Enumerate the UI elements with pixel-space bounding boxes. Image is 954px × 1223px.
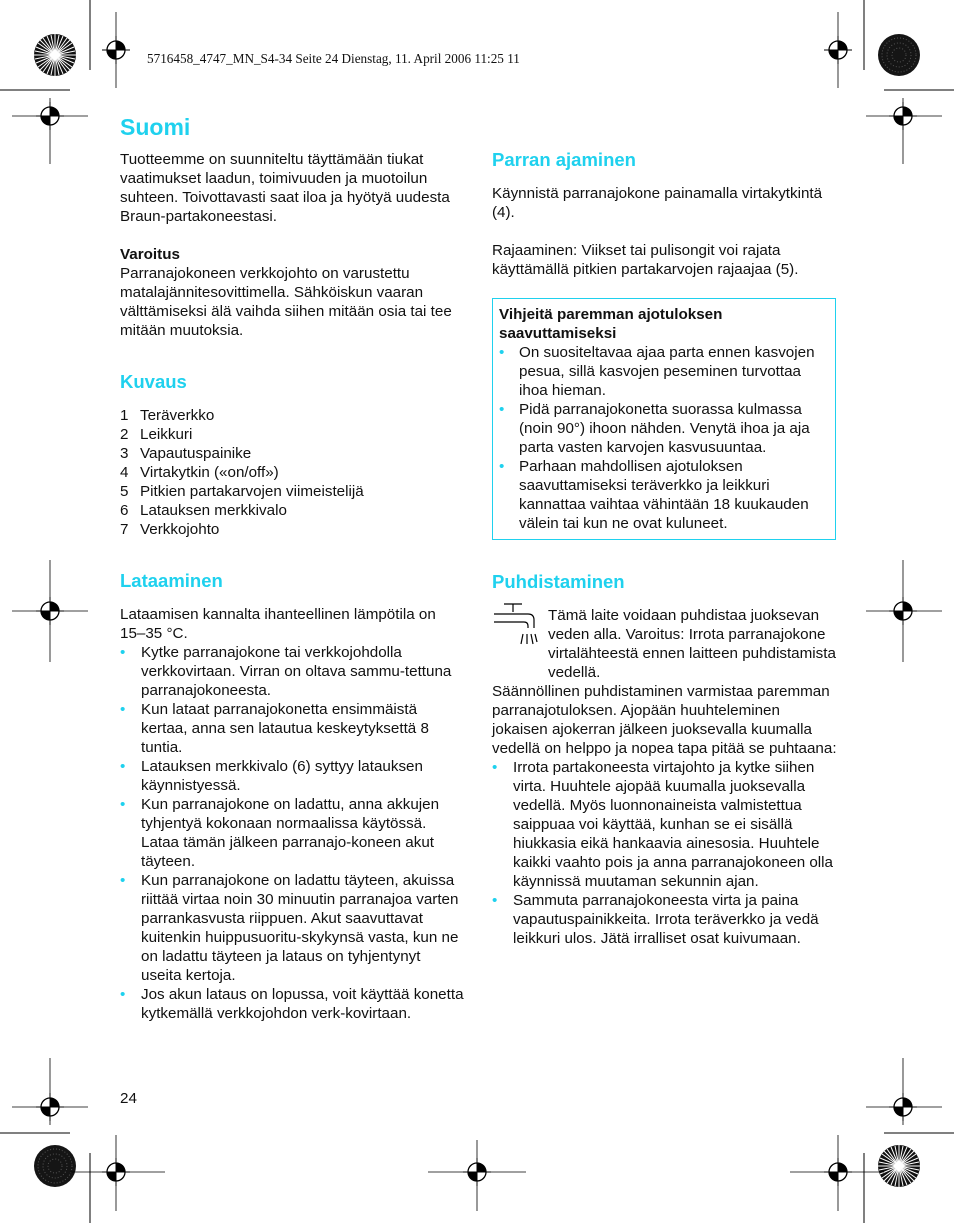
shaving-text: Käynnistä parranajokone painamalla virtakytkintä (4). — [492, 185, 823, 221]
charging-heading: Lataaminen — [120, 570, 223, 591]
list-item: 1 Teräverkko — [120, 407, 215, 424]
charging-text: Lataamisen kannalta ihanteellinen lämpötila on 15–35 °C. — [120, 606, 436, 642]
list-item: 3 Vapautuspainike — [120, 445, 252, 462]
charging-list — [120, 643, 465, 1023]
bullet-icon: • — [120, 872, 126, 889]
list-item: • Sammuta parranajokoneesta virta ja paina vapautuspainikkeita. Irrota teräverkko ja vedä leikkuri ulos. Jätä irralliset osat kuivumaan. — [492, 892, 819, 947]
list-item: • Kun parranajokone on ladattu, anna akkujen tyhjentyä kokonaan normaalissa käytössä. Lataa tämän jälkeen parranajo-koneen akut täyteen. — [120, 796, 440, 870]
list-item: • Kytke parranajokone tai verkkojohdolla verkkovirtaan. Virran on oltava sammu-tettuna parranajokoneesta. — [120, 644, 452, 699]
bullet-icon: • — [492, 759, 498, 776]
page-number: 24 — [120, 1090, 137, 1107]
list-item: • Latauksen merkkivalo (6) syttyy latauksen käynnistyessä. — [120, 758, 423, 794]
list-item: • Irrota partakoneesta virtajohto ja kytke siihen virta. Huuhtele ajopää kuumalla juoksevalla vedellä. Myös luonnonaineista valmistettua saippuaa voi käyttää, kunhan se ei sisällä hiukkasia eikä hankaavia ainesosia. Huuhtele kaikki vaahto pois ja anna parranajokoneen olla käynnissä muutaman sekunnin ajan. — [492, 759, 833, 890]
list-item: • Kun parranajokone on ladattu täyteen, akuissa riittää virtaa noin 30 minuutin parranajoa varten parrankasvusta riippuen. Akut saavuttavat kuitenkin huippusuoritu-skykynsä vasta, kun ne on ladattu täyteen ja lataus on tyhjentynyt useita kertoja. — [120, 872, 459, 984]
tips-list — [499, 343, 829, 533]
warning-text: Parranajokoneen verkkojohto on varustettu matalajännitesovittimella. Sähköiskun vaaran välttämiseksi älä vaihda siihen mitään osia tai tee mitään muutoksia. — [120, 265, 452, 339]
bullet-icon: • — [492, 892, 498, 909]
cleaning-intro — [492, 606, 837, 682]
list-item: 2 Leikkuri — [120, 426, 193, 443]
bullet-icon: • — [120, 644, 126, 661]
cleaning-intro-text: Tämä laite voidaan puhdistaa juoksevan veden alla. Varoitus: Irrota parranajokone virtalähteestä ennen laitteen puhdistamista vedellä. — [548, 607, 836, 681]
bullet-icon: • — [120, 986, 126, 1003]
warning-heading: Varoitus — [120, 246, 180, 263]
cleaning-list — [492, 758, 837, 948]
list-item: • Pidä parranajokonetta suorassa kulmassa (noin 90°) ihoon nähden. Venytä ihoa ja aja parta vasten karvojen kasvusuuntaa. — [499, 401, 810, 456]
right-column — [492, 148, 837, 948]
trimming-text: Rajaaminen: Viikset tai pulisongit voi rajata käyttämällä pitkien partakarvojen rajaajaa (5). — [492, 242, 799, 278]
list-item: 5 Pitkien partakarvojen viimeistelijä — [120, 483, 364, 500]
water-faucet-icon — [492, 602, 538, 648]
list-item: 7 Verkkojohto — [120, 521, 220, 538]
list-item: 4 Virtakytkin («on/off») — [120, 464, 279, 481]
bullet-icon: • — [120, 758, 126, 775]
page-title: Suomi — [120, 114, 191, 140]
left-column — [120, 113, 465, 1023]
tips-heading: Vihjeitä paremman ajotuloksen saavuttamiseksi — [499, 306, 723, 342]
bullet-icon: • — [499, 344, 505, 361]
list-item: 6 Latauksen merkkivalo — [120, 502, 287, 519]
bullet-icon: • — [120, 701, 126, 718]
bullet-icon: • — [120, 796, 126, 813]
intro-text: Tuotteemme on suunniteltu täyttämään tiukat vaatimukset laadun, toimivuuden ja muotoilun suhteen. Toivottavasti saat iloa ja hyötyä uudesta Braun-partakoneestasi. — [120, 151, 450, 225]
cleaning-text: Säännöllinen puhdistaminen varmistaa paremman parranajotuloksen. Ajopään huuhteleminen jokaisen ajokerran jälkeen juoksevalla kuumalla vedellä on helppo ja nopea tapa pitää se puhtaana: — [492, 683, 837, 757]
cleaning-heading: Puhdistaminen — [492, 571, 625, 592]
list-item: • Jos akun lataus on lopussa, voit käyttää konetta kytkemällä verkkojohdon verk-kovirtaan. — [120, 986, 464, 1022]
parts-list — [120, 406, 465, 539]
shaving-heading: Parran ajaminen — [492, 149, 636, 170]
print-slug: 5716458_4747_MN_S4-34 Seite 24 Dienstag, 11. April 2006 11:25 11 — [147, 51, 520, 66]
list-item: • On suositeltavaa ajaa parta ennen kasvojen pesua, sillä kasvojen peseminen turvottaa ihoa hieman. — [499, 344, 815, 399]
tips-box — [492, 298, 836, 540]
list-item: • Parhaan mahdollisen ajotuloksen saavuttamiseksi teräverkko ja leikkuri kannattaa vaihtaa vähintään 18 kuukauden välein tai kun ne ovat kuluneet. — [499, 458, 809, 532]
list-item: • Kun lataat parranajokonetta ensimmäistä kertaa, anna sen latautua keskeytyksettä 8 tuntia. — [120, 701, 429, 756]
description-heading: Kuvaus — [120, 371, 187, 392]
bullet-icon: • — [499, 458, 505, 475]
bullet-icon: • — [499, 401, 505, 418]
